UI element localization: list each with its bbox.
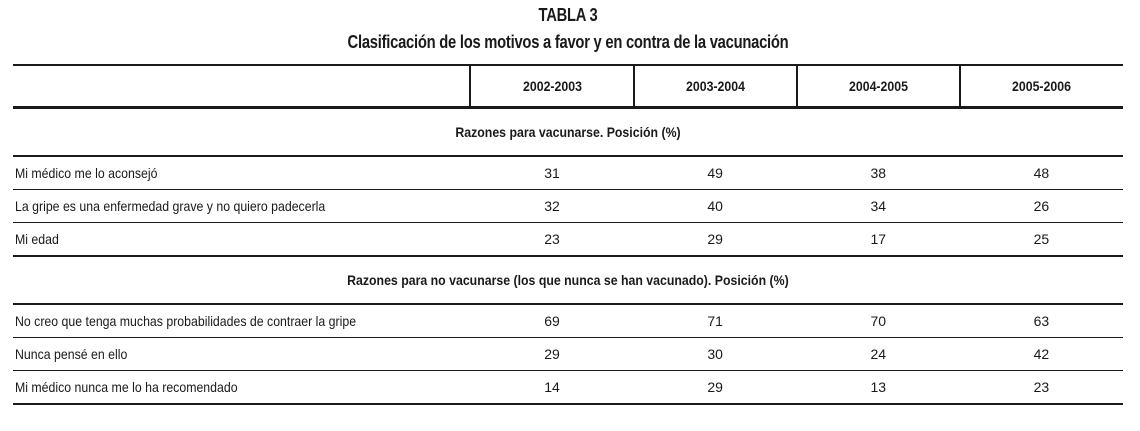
row-label: La gripe es una enfermedad grave y no quiero padecerla (13, 190, 470, 223)
column-header-2005-2006: 2005-2006 (960, 65, 1123, 108)
section-heading-row (13, 256, 1123, 304)
cell-value: 69 (470, 304, 633, 338)
section-heading-pro: Razones para vacunarse. Posición (%) (13, 108, 1123, 157)
cell-value: 26 (960, 190, 1123, 223)
cell-value: 63 (960, 304, 1123, 338)
cell-value: 30 (634, 338, 797, 371)
cell-value: 23 (470, 223, 633, 257)
cell-value: 17 (797, 223, 960, 257)
cell-value: 24 (797, 338, 960, 371)
column-header-2003-2004: 2003-2004 (634, 65, 797, 108)
row-label: Nunca pensé en ello (13, 338, 470, 371)
table-subtitle: Clasificación de los motivos a favor y en contra de la vacunación (347, 32, 789, 52)
table-row (13, 156, 1123, 190)
cell-value: 14 (470, 371, 633, 405)
column-header-2002-2003: 2002-2003 (470, 65, 633, 108)
cell-value: 29 (470, 338, 633, 371)
row-label: Mi médico me lo aconsejó (13, 156, 470, 190)
cell-value: 48 (960, 156, 1123, 190)
cell-value: 70 (797, 304, 960, 338)
header-row (13, 65, 1123, 108)
cell-value: 23 (960, 371, 1123, 405)
cell-value: 42 (960, 338, 1123, 371)
cell-value: 13 (797, 371, 960, 405)
cell-value: 34 (797, 190, 960, 223)
cell-value: 38 (797, 156, 960, 190)
cell-value: 29 (634, 223, 797, 257)
cell-value: 49 (634, 156, 797, 190)
table-row (13, 371, 1123, 405)
section-heading-contra: Razones para no vacunarse (los que nunca se han vacunado). Posición (%) (13, 256, 1123, 304)
cell-value: 40 (634, 190, 797, 223)
row-label: Mi médico nunca me lo ha recomendado (13, 371, 470, 405)
table-row (13, 304, 1123, 338)
row-label: Mi edad (13, 223, 470, 257)
cell-value: 29 (634, 371, 797, 405)
header-blank-cell (13, 65, 470, 108)
cell-value: 31 (470, 156, 633, 190)
section-heading-row (13, 108, 1123, 157)
cell-value: 32 (470, 190, 633, 223)
cell-value: 25 (960, 223, 1123, 257)
table-title: TABLA 3 (538, 5, 598, 25)
table-row (13, 338, 1123, 371)
cell-value: 71 (634, 304, 797, 338)
table-row (13, 223, 1123, 257)
data-table (13, 64, 1123, 405)
table-row (13, 190, 1123, 223)
row-label: No creo que tenga muchas probabilidades de contraer la gripe (13, 304, 470, 338)
column-header-2004-2005: 2004-2005 (797, 65, 960, 108)
